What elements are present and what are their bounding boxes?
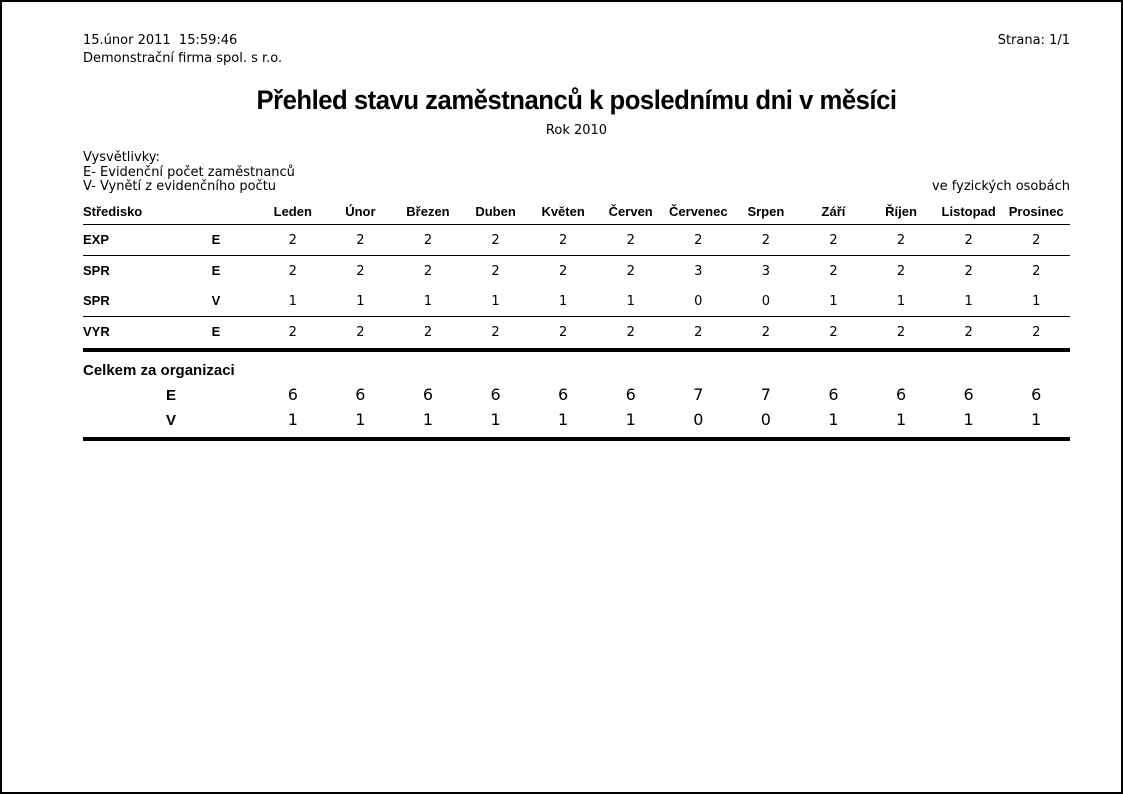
cell-value: 2 — [1032, 263, 1041, 279]
legend-heading: Vysvětlivky: — [83, 150, 160, 165]
totals-value: 6 — [558, 384, 569, 404]
cell-value: 2 — [761, 324, 770, 340]
cell-value: 2 — [626, 232, 635, 248]
cell-value: 2 — [964, 232, 973, 248]
totals-value: 1 — [490, 409, 501, 429]
cell-value: 2 — [491, 324, 500, 340]
totals-value: 6 — [828, 384, 839, 404]
totals-value: 6 — [625, 384, 636, 404]
report-content — [2, 2, 1121, 441]
table-double-rule — [83, 437, 1070, 441]
report-meta — [83, 32, 1070, 68]
row-stredisko: SPR — [83, 262, 110, 278]
totals-value: 1 — [963, 409, 974, 429]
row-type: E — [211, 231, 221, 247]
row-type: E — [211, 323, 221, 339]
report-title: Přehled stavu zaměstnanců k poslednímu dni v měsíci — [256, 85, 897, 115]
cell-value: 1 — [1032, 293, 1041, 309]
totals-value: 7 — [693, 384, 704, 404]
units-note: ve fyzických osobách — [931, 179, 1070, 194]
cell-value: 2 — [558, 232, 568, 248]
employee-status-table — [83, 204, 1070, 441]
totals-value: 6 — [490, 384, 501, 404]
cell-value: 2 — [288, 324, 297, 340]
totals-value: 6 — [1031, 384, 1042, 404]
report-subtitle: Rok 2010 — [545, 123, 608, 138]
cell-value: 2 — [491, 232, 500, 248]
totals-value: 1 — [1031, 409, 1042, 429]
cell-value: 0 — [761, 293, 770, 309]
cell-value: 2 — [829, 263, 838, 279]
cell-value: 1 — [829, 293, 838, 309]
report-datetime: 15.únor 2011 15:59:46 — [83, 33, 238, 48]
page-number: Strana: 1/1 — [997, 33, 1070, 48]
row-type: E — [211, 262, 221, 278]
totals-row-e — [83, 382, 1070, 407]
cell-value: 1 — [491, 293, 500, 309]
cell-value: 2 — [423, 324, 433, 340]
totals-value: 6 — [895, 384, 907, 404]
column-header-month: Březen — [406, 203, 450, 219]
totals-value: 1 — [625, 409, 636, 429]
cell-value: 2 — [288, 263, 297, 279]
legend-line-e: E- Evidenční počet zaměstnanců — [83, 164, 295, 180]
cell-value: 1 — [288, 293, 297, 309]
totals-label: Celkem za organizaci — [83, 361, 235, 379]
totals-type: V — [165, 411, 176, 429]
cell-value: 1 — [356, 293, 365, 309]
cell-value: 2 — [423, 263, 433, 279]
table-row-spr-v — [83, 286, 1070, 316]
cell-value: 2 — [1032, 324, 1041, 340]
cell-value: 2 — [558, 263, 568, 279]
cell-value: 2 — [356, 232, 365, 248]
column-header-month: Prosinec — [1008, 203, 1064, 219]
cell-value: 2 — [964, 324, 973, 340]
totals-value: 6 — [355, 384, 366, 404]
column-header-month: Červen — [608, 203, 653, 219]
cell-value: 2 — [288, 232, 297, 248]
column-header-month: Duben — [475, 203, 516, 219]
cell-value: 3 — [761, 263, 770, 279]
table-row-exp-e — [83, 225, 1070, 255]
column-header-month: Květen — [541, 203, 585, 219]
cell-value: 2 — [694, 232, 703, 248]
column-header-month: Srpen — [747, 203, 785, 219]
totals-value: 1 — [895, 409, 907, 429]
table-row-spr-e — [83, 256, 1070, 286]
cell-value: 2 — [964, 263, 973, 279]
cell-value: 2 — [829, 232, 838, 248]
totals-value: 1 — [287, 409, 298, 429]
table-double-rule — [83, 348, 1070, 352]
totals-value: 1 — [558, 409, 569, 429]
legend-row — [83, 151, 1070, 195]
table-header-row — [83, 204, 1070, 224]
report-meta-left — [83, 32, 282, 68]
totals-value: 1 — [828, 409, 839, 429]
totals-value: 6 — [287, 384, 298, 404]
cell-value: 2 — [356, 324, 365, 340]
cell-value: 1 — [896, 293, 906, 309]
totals-row-v — [83, 407, 1070, 432]
cell-value: 1 — [964, 293, 973, 309]
totals-type: E — [165, 386, 176, 404]
column-header-month: Červenec — [669, 203, 728, 219]
cell-value: 2 — [558, 324, 568, 340]
column-header-month: Říjen — [885, 203, 917, 219]
cell-value: 2 — [423, 232, 433, 248]
row-stredisko: VYR — [83, 323, 110, 339]
cell-value: 0 — [694, 293, 703, 309]
cell-value: 2 — [896, 324, 906, 340]
cell-value: 2 — [626, 263, 635, 279]
cell-value: 1 — [423, 293, 433, 309]
totals-value: 0 — [760, 409, 771, 429]
row-type: V — [211, 292, 221, 308]
column-header-month: Leden — [273, 203, 312, 219]
legend-line-v: V- Vynětí z evidenčního počtu — [83, 179, 277, 194]
cell-value: 2 — [626, 324, 635, 340]
column-header-stredisko: Středisko — [83, 203, 143, 219]
totals-value: 6 — [422, 384, 434, 404]
totals-value: 0 — [693, 409, 704, 429]
totals-value: 6 — [963, 384, 974, 404]
cell-value: 2 — [1032, 232, 1041, 248]
totals-value: 7 — [760, 384, 771, 404]
totals-value: 1 — [355, 409, 366, 429]
cell-value: 1 — [626, 293, 635, 309]
cell-value: 2 — [491, 263, 500, 279]
column-header-month: Únor — [345, 203, 376, 219]
table-row-vyr-e — [83, 317, 1070, 347]
cell-value: 2 — [896, 232, 906, 248]
report-company: Demonstrační firma spol. s r.o. — [83, 51, 283, 66]
cell-value: 2 — [694, 324, 703, 340]
row-stredisko: EXP — [83, 231, 110, 247]
column-header-month: Září — [821, 203, 846, 219]
cell-value: 3 — [694, 263, 703, 279]
cell-value: 2 — [896, 263, 906, 279]
totals-value: 1 — [422, 409, 434, 429]
column-header-month: Listopad — [941, 203, 996, 219]
legend — [83, 151, 295, 195]
cell-value: 2 — [761, 232, 770, 248]
cell-value: 2 — [356, 263, 365, 279]
cell-value: 2 — [829, 324, 838, 340]
row-stredisko: SPR — [83, 292, 110, 308]
cell-value: 1 — [558, 293, 568, 309]
